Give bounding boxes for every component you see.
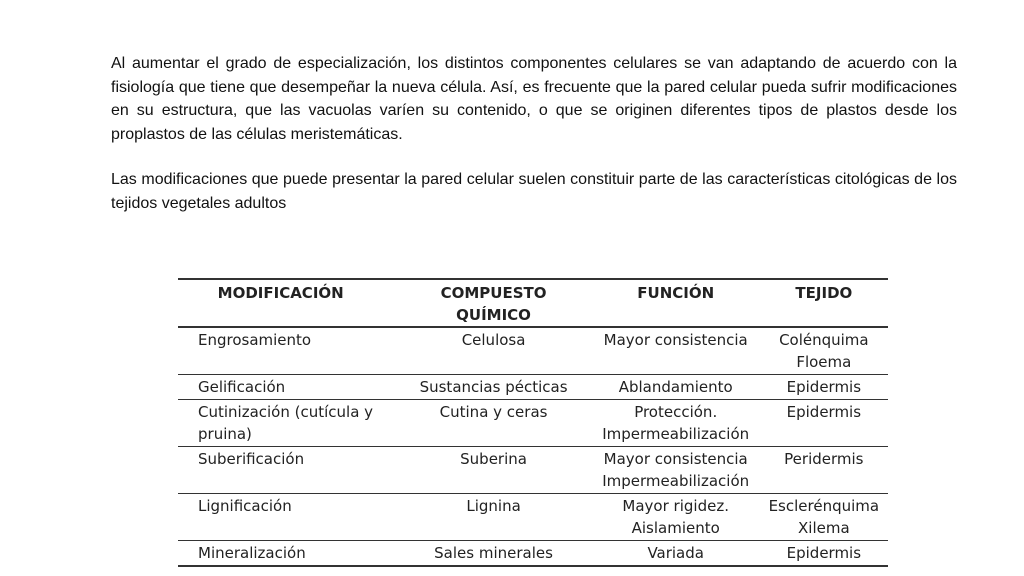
table-row — [178, 447, 888, 494]
table-row — [178, 494, 888, 541]
header-compuesto-quimico: COMPUESTO QUÍMICO — [440, 284, 547, 324]
table-header-row — [178, 279, 888, 327]
cell-modificacion: Cutinización (cutícula y pruina) — [198, 403, 374, 443]
cell-wall-modifications-table — [178, 278, 888, 567]
cell-tejido: Epidermis — [786, 544, 862, 562]
cell-funcion: Mayor consistencia — [603, 331, 748, 349]
cell-compuesto: Celulosa — [461, 331, 526, 349]
table-row — [178, 375, 888, 400]
table-row — [178, 541, 888, 567]
header-modificacion: MODIFICACIÓN — [217, 284, 344, 302]
table-row — [178, 327, 888, 375]
cell-funcion: Mayor consistencia Impermeabilización — [602, 450, 750, 490]
cell-funcion: Protección. Impermeabilización — [602, 403, 750, 443]
header-funcion: FUNCIÓN — [637, 284, 715, 302]
cell-funcion: Mayor rigidez. Aislamiento — [622, 497, 729, 537]
cell-modificacion: Mineralización — [198, 544, 306, 562]
cell-tejido: Peridermis — [784, 450, 864, 468]
header-tejido: TEJIDO — [795, 284, 853, 302]
cell-modificacion: Lignificación — [198, 497, 292, 515]
intro-paragraph: Al aumentar el grado de especialización, los distintos componentes celulares se van adaptando de acuerdo con la fisiología que tiene que desempeñar la nueva célula. Así, es frecuente que la pared celular pueda sufrir modificaciones en su estructura, que las vacuolas varíen su contenido, o que se originen diferentes tipos de plastos desde los proplastos de las células meristemáticas. — [111, 55, 957, 143]
cell-compuesto: Suberina — [460, 450, 527, 468]
cell-tejido: Colénquima Floema — [779, 331, 869, 371]
cell-compuesto: Sustancias pécticas — [419, 378, 568, 396]
cell-funcion: Variada — [647, 544, 704, 562]
cell-modificacion: Engrosamiento — [198, 331, 312, 349]
cell-modificacion: Suberificación — [198, 450, 305, 468]
cell-tejido: Esclerénquima Xilema — [768, 497, 880, 537]
cell-tejido: Epidermis — [786, 403, 862, 421]
cell-modificacion: Gelificación — [198, 378, 286, 396]
second-paragraph: Las modificaciones que puede presentar la pared celular suelen constituir parte de las características citológicas de los tejidos vegetales adultos — [111, 171, 957, 212]
cell-funcion: Ablandamiento — [618, 378, 733, 396]
cell-compuesto: Sales minerales — [434, 544, 553, 562]
cell-compuesto: Cutina y ceras — [439, 403, 548, 421]
cell-compuesto: Lignina — [466, 497, 521, 515]
table-row — [178, 400, 888, 447]
cell-tejido: Epidermis — [786, 378, 862, 396]
